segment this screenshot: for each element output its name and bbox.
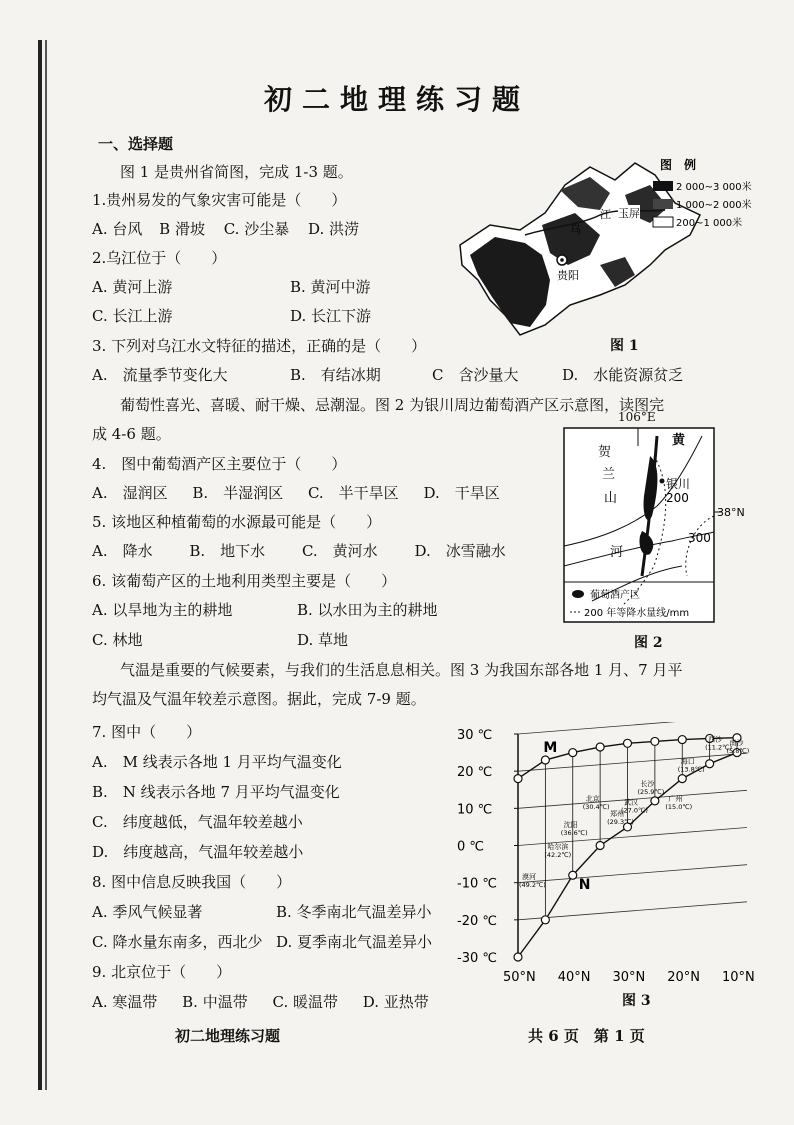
q3-opt-c: C 含沙量大 <box>432 366 519 384</box>
q6-opt-b: B. 以水田为主的耕地 <box>297 601 438 619</box>
question-6: 6. 该葡萄产区的土地利用类型主要是（ ） <box>92 572 397 590</box>
y-tick-label: -30 ℃ <box>457 951 497 966</box>
legend-wine: 葡萄酒产区 <box>590 590 640 601</box>
series-n-point <box>541 916 549 924</box>
grid-curve <box>518 865 747 883</box>
city-label: 长沙 <box>640 780 655 789</box>
question-5: 5. 该地区种植葡萄的水源最可能是（ ） <box>92 513 382 531</box>
page-title: 初二地理练习题 <box>263 83 530 116</box>
question-3: 3. 下列对乌江水文特征的描述，正确的是（ ） <box>92 337 427 355</box>
grid-curve <box>518 722 747 734</box>
question-5-options <box>92 540 506 561</box>
series-n-point <box>651 797 659 805</box>
q1-opt-d: D. 洪涝 <box>308 220 360 238</box>
city-label: 漠河 <box>522 872 536 881</box>
q1-opt-c: C. 沙尘暴 <box>223 220 290 238</box>
y-tick-label: 0 ℃ <box>457 839 485 855</box>
question-1-options <box>92 218 359 239</box>
q4-opt-d: D. 干旱区 <box>423 484 500 502</box>
q5-opt-c: C. 黄河水 <box>301 542 378 560</box>
series-m-point <box>514 775 522 783</box>
q2-opt-d: D. 长江下游 <box>290 307 372 325</box>
legend-isohyet: 200 年等降水量线/mm <box>584 608 690 619</box>
x-tick-label: 10°N <box>722 970 755 985</box>
city-range-label: (36.6℃) <box>560 828 588 837</box>
yuping-label: 玉屏 <box>618 207 640 220</box>
y-tick-label: 10 ℃ <box>457 802 493 818</box>
series-m-point <box>596 743 604 751</box>
y-tick-label: 30 ℃ <box>457 728 493 743</box>
label-he: 贺 <box>598 445 612 460</box>
legend-high: 2 000~3 000米 <box>676 182 752 193</box>
question-2: 2.乌江位于（ ） <box>92 249 227 267</box>
y-tick-label: -10 ℃ <box>457 876 497 892</box>
q4-opt-c: C. 半干旱区 <box>307 484 399 502</box>
footer-page: 共 6 页 第 1 页 <box>528 1027 645 1045</box>
x-tick-label: 50°N <box>503 970 536 985</box>
city-range-label: (29.3℃) <box>607 817 634 826</box>
q7-opt-d: D. 纬度越高，气温年较差越小 <box>92 843 304 861</box>
q5-opt-a: A. 降水 <box>92 542 153 560</box>
q3-opt-b: B. 有结冰期 <box>290 366 381 384</box>
fig3-chart <box>455 722 755 992</box>
grid-curve <box>518 902 747 920</box>
fig2-map <box>562 426 762 626</box>
series-m-point <box>678 736 686 744</box>
q1-opt-b: B 滑坡 <box>159 220 205 238</box>
q4-opt-b: B. 半湿润区 <box>192 484 284 502</box>
x-tick-label: 40°N <box>557 970 591 985</box>
city-label: 西沙 <box>708 735 723 744</box>
q7-opt-a: A. M 线表示各地 1 月平均气温变化 <box>92 753 342 771</box>
series-m-point <box>624 739 632 747</box>
city-range-label: (30.4℃) <box>582 802 610 811</box>
y-tick-label: -20 ℃ <box>457 913 497 929</box>
city-range-label: (27.0℃) <box>621 806 648 815</box>
fig1-map <box>450 155 760 355</box>
city-label: 南沙 <box>729 739 744 748</box>
legend-title: 图 例 <box>660 158 697 172</box>
q3-opt-d: D. 水能资源贫乏 <box>562 366 684 384</box>
q7-opt-c: C. 纬度越低，气温年较差越小 <box>92 813 303 831</box>
q2-opt-a: A. 黄河上游 <box>92 278 173 296</box>
label-shan: 山 <box>604 491 618 506</box>
section-heading: 一、选择题 <box>98 135 174 153</box>
label-iso300: 300 <box>688 531 711 545</box>
q9-opt-d: D. 亚热带 <box>362 993 429 1011</box>
city-range-label: (25.9℃) <box>637 788 665 797</box>
label-lan: 兰 <box>602 467 616 482</box>
x-tick-label: 20°N <box>667 970 701 985</box>
city-label: 哈尔滨 <box>547 843 569 852</box>
river-label-jiang: 江 <box>600 208 611 221</box>
city-label: 北京 <box>585 794 600 803</box>
q6-opt-d: D. 草地 <box>297 631 349 649</box>
q1-opt-a: A. 台风 <box>92 220 143 238</box>
question-9: 9. 北京位于（ ） <box>92 963 232 981</box>
city-label: 海口 <box>680 757 695 766</box>
fig2-longitude: 106°E <box>618 410 656 424</box>
fig1-caption: 图 1 <box>610 338 639 354</box>
question-9-options <box>92 991 429 1012</box>
intro-fig3-line2: 均气温及气温年较差示意图。据此，完成 7-9 题。 <box>92 690 426 708</box>
legend-wine-swatch <box>572 590 584 598</box>
q2-opt-b: B. 黄河中游 <box>290 278 371 296</box>
city-range-label: (13.8℃) <box>677 765 705 774</box>
city-range-label: (49.2℃) <box>519 880 546 889</box>
q6-opt-c: C. 林地 <box>92 631 143 649</box>
question-4-options <box>92 482 500 503</box>
q3-opt-a: A. 流量季节变化大 <box>92 366 228 384</box>
city-label: 郑州 <box>610 809 625 818</box>
city-range-label: (42.2℃) <box>544 851 572 860</box>
label-huang: 黄 <box>672 433 686 448</box>
city-range-label: (15.0℃) <box>665 802 693 811</box>
question-8: 8. 图中信息反映我国（ ） <box>92 873 292 891</box>
legend-mid: 1 000~2 000米 <box>676 200 752 211</box>
fig3-caption: 图 3 <box>622 993 651 1009</box>
q8-opt-a: A. 季风气候显著 <box>92 903 203 921</box>
q2-opt-c: C. 长江上游 <box>92 307 173 325</box>
y-tick-label: 20 ℃ <box>457 765 493 781</box>
city-label: 武汉 <box>624 798 639 807</box>
series-n-point <box>514 953 522 961</box>
series-n-point <box>596 842 604 850</box>
question-4: 4. 图中葡萄酒产区主要位于（ ） <box>92 455 347 473</box>
river-label-wu: 乌 <box>570 223 581 236</box>
label-iso200: 200 <box>666 491 689 505</box>
q7-opt-b: B. N 线表示各地 7 月平均气温变化 <box>92 783 340 801</box>
q8-opt-d: D. 夏季南北气温差异小 <box>276 933 433 951</box>
label-yinchuan: 银川 <box>666 477 691 491</box>
city-label: 广州 <box>668 794 683 803</box>
q4-opt-a: A. 湿润区 <box>92 484 168 502</box>
intro-fig1: 图 1 是贵州省简图，完成 1-3 题。 <box>120 163 353 181</box>
intro-fig2-line1: 葡萄性喜光、喜暖、耐干燥、忌潮湿。图 2 为银川周边葡萄酒产区示意图，读图完 <box>120 396 665 414</box>
q5-opt-d: D. 冰雪融水 <box>414 542 506 560</box>
page-edge-bar <box>38 40 42 1090</box>
q9-opt-b: B. 中温带 <box>182 993 248 1011</box>
guiyang-label: 贵阳 <box>557 269 579 282</box>
legend-swatch-mid <box>653 199 673 209</box>
q9-opt-a: A. 寒温带 <box>92 993 158 1011</box>
legend-low: 200~1 000米 <box>676 218 743 229</box>
label-he2: 河 <box>610 545 624 560</box>
city-label: 沈阳 <box>563 820 578 829</box>
question-7: 7. 图中（ ） <box>92 723 202 741</box>
footer-title: 初二地理练习题 <box>175 1027 281 1045</box>
q6-opt-a: A. 以旱地为主的耕地 <box>92 601 233 619</box>
q9-opt-c: C. 暖温带 <box>272 993 338 1011</box>
series-n-point <box>569 871 577 879</box>
x-tick-label: 30°N <box>612 970 646 985</box>
fig2-latitude: 38°N <box>717 506 745 519</box>
yinchuan-marker <box>660 479 665 484</box>
intro-fig3-line1: 气温是重要的气候要素，与我们的生活息息相关。图 3 为我国东部各地 1 月、7 月平 <box>120 661 683 679</box>
q8-opt-c: C. 降水量东南多，西北少 <box>92 933 263 951</box>
page-edge-line <box>45 40 47 1090</box>
series-m-point <box>569 749 577 757</box>
q8-opt-b: B. 冬季南北气温差异小 <box>276 903 432 921</box>
series-n-point <box>678 775 686 783</box>
intro-fig2-line2: 成 4-6 题。 <box>92 425 171 443</box>
q5-opt-b: B. 地下水 <box>189 542 266 560</box>
series-m-point <box>541 756 549 764</box>
legend-swatch-low <box>653 217 673 227</box>
city-range-label: (5.8℃) <box>726 747 750 756</box>
label-m: M <box>543 740 558 757</box>
fig2-caption: 图 2 <box>634 635 663 651</box>
series-m-point <box>651 737 659 745</box>
series-n-point <box>706 760 714 768</box>
label-n: N <box>578 877 591 894</box>
legend-swatch-high <box>653 181 673 191</box>
question-1: 1.贵州易发的气象灾害可能是（ ） <box>92 191 347 209</box>
city-range-label: (11.2℃) <box>705 743 733 752</box>
